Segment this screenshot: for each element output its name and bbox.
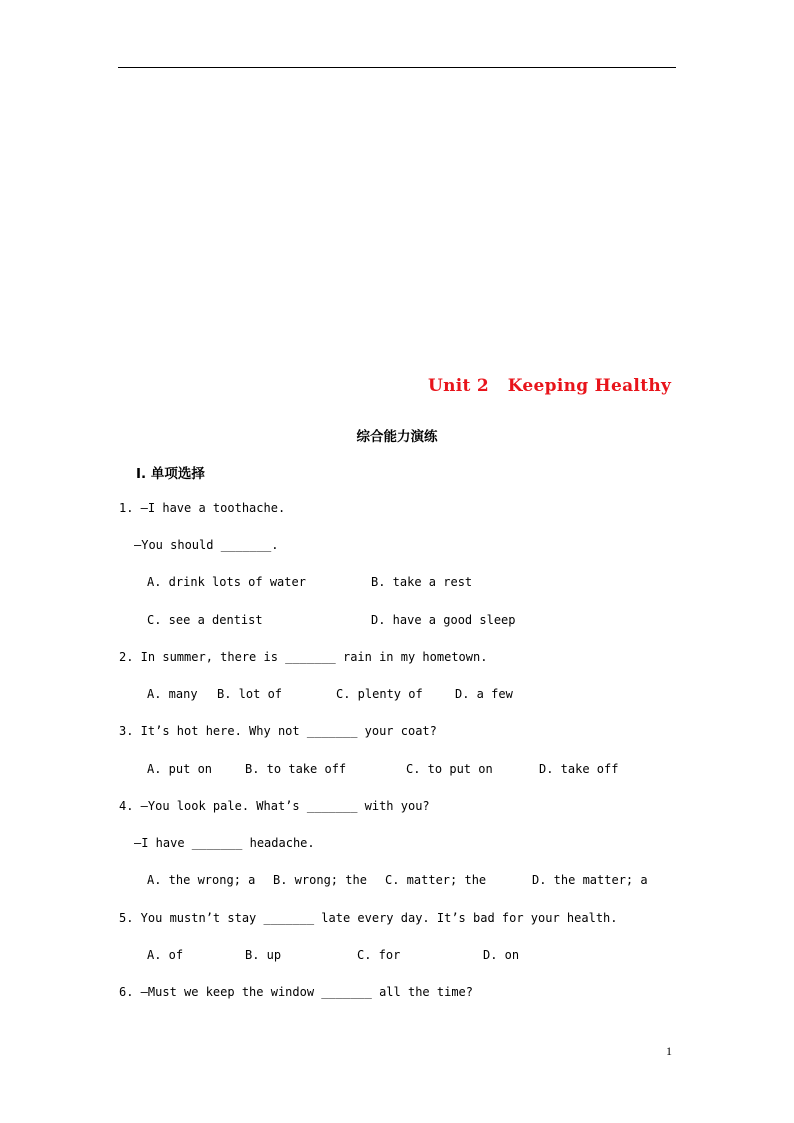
question-3-option-b: B. to take off	[245, 762, 347, 776]
question-1-option-a: A. drink lots of water	[147, 575, 306, 589]
question-5-option-c: C. for	[357, 948, 401, 962]
question-3-option-c: C. to put on	[406, 762, 493, 776]
question-4-option-a: A. the wrong; a	[147, 873, 256, 887]
question-1-response: —You should _______.	[134, 538, 279, 552]
question-2-option-d: D. a few	[455, 687, 513, 701]
question-5-option-d: D. on	[483, 948, 520, 962]
question-4-stem: 4. —You look pale. What’s _______ with you?	[119, 799, 430, 813]
question-3-option-a: A. put on	[147, 762, 213, 776]
question-3-option-d: D. take off	[539, 762, 619, 776]
unit-title: Unit 2 Keeping Healthy	[428, 376, 672, 396]
header-rule	[118, 67, 676, 68]
question-6-stem: 6. —Must we keep the window _______ all the time?	[119, 985, 474, 999]
question-3-stem: 3. It’s hot here. Why not _______ your coat?	[119, 724, 437, 738]
worksheet-subtitle: 综合能力演练	[356, 429, 438, 445]
question-4-option-b: B. wrong; the	[273, 873, 367, 887]
question-4-option-d: D. the matter; a	[532, 873, 648, 887]
question-5-option-b: B. up	[245, 948, 282, 962]
question-1-stem: 1. —I have a toothache.	[119, 501, 286, 515]
question-4-option-c: C. matter; the	[385, 873, 487, 887]
question-5-option-a: A. of	[147, 948, 184, 962]
section-heading: I. 单项选择	[136, 466, 205, 482]
question-1-option-b: B. take a rest	[371, 575, 473, 589]
question-2-option-c: C. plenty of	[336, 687, 423, 701]
question-2-option-b: B. lot of	[217, 687, 283, 701]
question-4-response: —I have _______ headache.	[134, 836, 315, 850]
question-5-stem: 5. You mustn’t stay _______ late every day. It’s bad for your health.	[119, 911, 618, 925]
page-number: 1	[666, 1044, 672, 1058]
question-2-stem: 2. In summer, there is _______ rain in my hometown.	[119, 650, 488, 664]
question-1-option-d: D. have a good sleep	[371, 613, 516, 627]
question-1-option-c: C. see a dentist	[147, 613, 263, 627]
question-2-option-a: A. many	[147, 687, 198, 701]
